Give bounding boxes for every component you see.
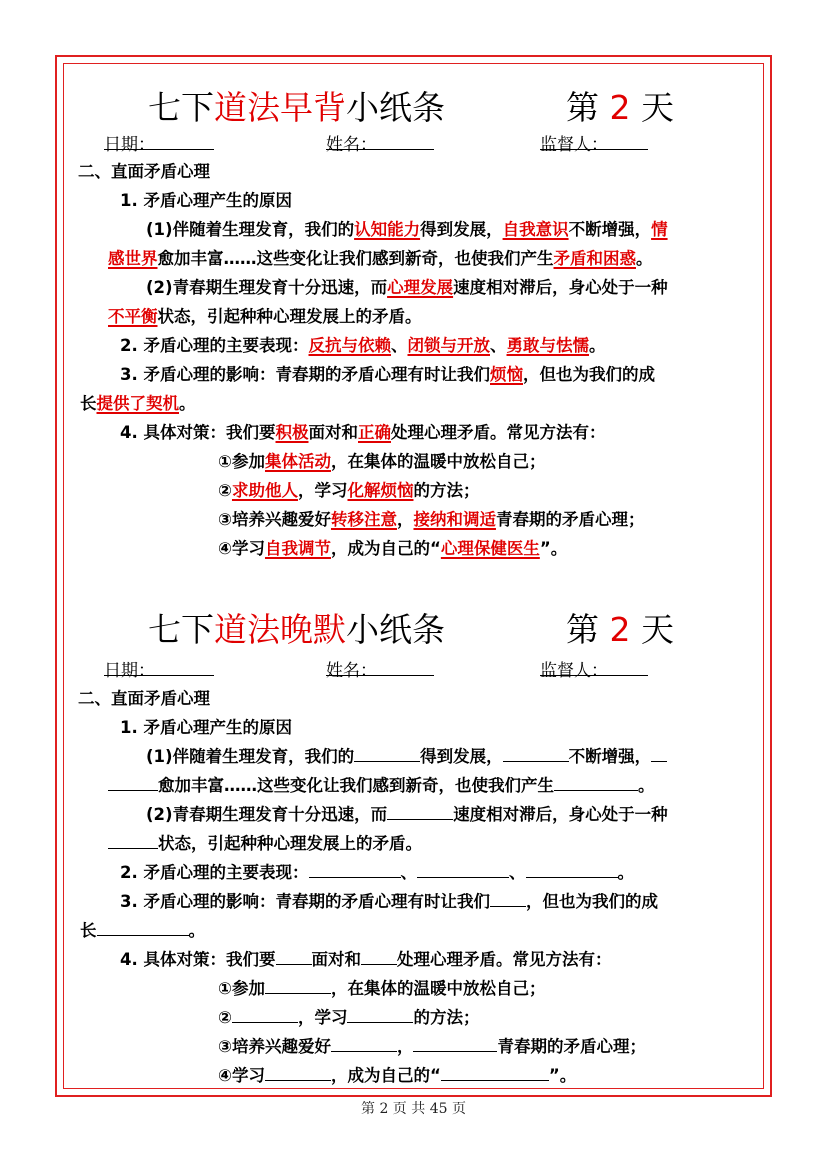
bottom-day-prefix: 第 [566,610,610,649]
text: 。 [617,863,634,882]
bottom-title-part-b: 道法晚默 [214,610,346,649]
top-name-label: 姓名： [326,135,377,155]
text: 的方法； [413,481,480,500]
text: (1)伴随着生理发育，我们的 [146,747,355,766]
text: 面对和 [308,423,358,442]
top-supervisor-label: 监督人： [540,135,608,155]
top-item-3-line2 [80,389,196,418]
bottom-item-4 [120,945,612,974]
top-p1-line1 [146,215,668,244]
text: 的方法； [413,1008,480,1027]
top-item-3-line1 [120,360,655,389]
fill-blank[interactable] [97,919,189,936]
top-day-number: 2 [609,88,631,127]
top-answer: 闭锁与开放 [407,336,490,355]
fill-blank[interactable] [417,861,509,878]
bottom-method-3 [218,1032,646,1061]
top-answer: 化解烦恼 [347,481,414,500]
text: 不断增强， [568,220,652,239]
text: ③培养兴趣爱好 [218,510,331,529]
top-method-1 [218,447,545,476]
bottom-name-blank[interactable] [326,658,434,676]
top-answer: 心理保健医生 [440,539,540,558]
text: 、 [400,863,417,882]
text: 处理心理矛盾。常见方法有： [391,423,606,442]
bottom-p1-line1 [146,742,667,771]
text: 4. 具体对策：我们要 [120,950,276,969]
top-answer: 接纳和调适 [413,510,496,529]
fill-blank[interactable] [108,832,158,849]
top-answer: 自我意识 [502,220,569,239]
text: 愈加丰富……这些变化让我们感到新奇，也使我们产生 [158,776,554,795]
top-answer: 反抗与依赖 [308,336,391,355]
bottom-day-suffix: 天 [630,610,674,649]
top-item-1: 1. 矛盾心理产生的原因 [120,191,292,210]
top-answer: 烦恼 [490,365,523,384]
top-answer: 提供了契机 [96,394,179,413]
fill-blank[interactable] [354,745,420,762]
top-title-text [148,80,445,136]
top-answer: 不平衡 [108,307,158,326]
top-answer: 情 [651,220,668,239]
top-answer: 转移注意 [330,510,397,529]
bottom-day-number: 2 [609,610,631,649]
top-supervisor-blank[interactable] [540,132,648,150]
fill-blank[interactable] [526,861,618,878]
bottom-method-4 [218,1061,576,1090]
top-title-part-a: 七下 [148,88,214,127]
fill-blank[interactable] [441,1064,549,1081]
text: 。 [589,336,606,355]
fill-blank[interactable] [361,948,397,965]
top-name-blank[interactable] [326,132,434,150]
top-day-prefix: 第 [566,88,610,127]
bottom-item-3-line1 [120,887,658,916]
top-day-suffix: 天 [630,88,674,127]
text: 得到发展， [420,220,503,239]
text: 。 [188,921,205,940]
text: ④学习 [218,539,265,558]
bottom-p2-line2 [108,829,422,858]
text: 2. 矛盾心理的主要表现： [120,863,309,882]
fill-blank[interactable] [387,803,453,820]
text: 面对和 [311,950,361,969]
text: ，但也为我们的成 [526,892,658,911]
text: 2. 矛盾心理的主要表现： [120,336,309,355]
text: 不断增强， [568,747,652,766]
text: ①参加 [218,979,265,998]
fill-blank[interactable] [651,745,667,762]
bottom-name-label: 姓名： [326,661,377,681]
text: ② [218,481,232,500]
bottom-method-2 [218,1003,479,1032]
top-answer: 正确 [358,423,391,442]
top-item-4 [120,418,606,447]
bottom-title-text [148,602,445,658]
text: (2)青春期生理发育十分迅速，而 [146,278,388,297]
text: ， [396,1037,414,1056]
text: (1)伴随着生理发育，我们的 [146,220,355,239]
fill-blank[interactable] [331,1035,397,1052]
fill-blank[interactable] [309,861,401,878]
text: 、 [490,336,507,355]
text: 、 [509,863,526,882]
top-answer: 求助他人 [231,481,298,500]
text: 3. 矛盾心理的影响：青春期的矛盾心理有时让我们 [120,365,490,384]
top-meta-row [78,132,750,158]
page-footer: 第 2 页 共 45 页 [361,1101,466,1117]
bottom-title-part-c: 小纸条 [346,610,445,649]
text: ，学习 [297,1008,348,1027]
fill-blank[interactable] [490,890,526,907]
top-answer: 矛盾和困惑 [553,249,636,268]
top-day-label [566,80,674,136]
fill-blank[interactable] [413,1035,497,1052]
bottom-day-label [566,602,674,658]
fill-blank[interactable] [276,948,312,965]
top-answer: 积极 [275,423,309,442]
text: 得到发展， [420,747,503,766]
bottom-meta-row [78,658,750,684]
text: 、 [391,336,408,355]
fill-blank[interactable] [265,977,331,994]
bottom-item-2 [120,858,634,887]
text: 4. 具体对策：我们要 [120,423,276,442]
bottom-item-1: 1. 矛盾心理产生的原因 [120,718,292,737]
text: 。 [638,776,655,795]
fill-blank[interactable] [265,1064,331,1081]
bottom-p2-line1 [146,800,668,829]
bottom-section-heading: 二、直面矛盾心理 [78,689,210,708]
bottom-supervisor-blank[interactable] [540,658,648,676]
top-answer: 集体活动 [264,452,331,471]
text: 状态，引起种种心理发展上的矛盾。 [158,834,422,853]
bottom-date-blank[interactable] [104,658,214,676]
text: ，学习 [297,481,348,500]
text: ④学习 [218,1066,265,1085]
top-answer: 感世界 [108,249,158,268]
top-method-2 [218,476,479,505]
text: 长 [80,394,97,413]
text: 状态，引起种种心理发展上的矛盾。 [157,307,422,326]
bottom-date-label: 日期： [104,661,155,681]
bottom-supervisor-label: 监督人： [540,661,608,681]
top-method-3 [218,505,644,534]
top-title-part-c: 小纸条 [346,88,445,127]
bottom-item-3-line2 [80,916,205,945]
text: 速度相对滞后，身心处于一种 [453,278,668,297]
text: 青春期的矛盾心理； [495,510,645,529]
text: ”。 [548,1066,577,1085]
top-method-4 [218,534,567,563]
text: ，但也为我们的成 [523,365,655,384]
fill-blank[interactable] [347,1006,413,1023]
text: (2)青春期生理发育十分迅速，而 [146,805,388,824]
text: ③培养兴趣爱好 [218,1037,331,1056]
top-p2-line1 [146,273,668,302]
text: ， [396,510,414,529]
top-title [78,80,750,136]
text: 愈加丰富……这些变化让我们感到新奇，也使我们产生 [157,249,554,268]
top-p1-line2 [108,244,653,273]
top-answer: 自我调节 [264,539,331,558]
top-item-2 [120,331,606,360]
top-title-part-b: 道法早背 [214,88,346,127]
text: ，在集体的温暖中放松自己； [330,979,546,998]
text: ，成为自己的“ [330,1066,441,1085]
text: 长 [80,921,97,940]
fill-blank[interactable] [232,1006,298,1023]
top-section-heading: 二、直面矛盾心理 [78,162,210,181]
top-p2-line2 [108,302,422,331]
text: ，在集体的温暖中放松自己； [330,452,546,471]
top-answer: 勇敢与怯懦 [506,336,589,355]
text: ”。 [539,539,568,558]
bottom-title-part-a: 七下 [148,610,214,649]
top-answer: 心理发展 [387,278,454,297]
text: ①参加 [218,452,265,471]
text: ，成为自己的“ [330,539,441,558]
text: 。 [636,249,653,268]
fill-blank[interactable] [503,745,569,762]
fill-blank[interactable] [108,774,158,791]
text: ② [218,1008,232,1027]
text: 青春期的矛盾心理； [497,1037,646,1056]
text: 3. 矛盾心理的影响：青春期的矛盾心理有时让我们 [120,892,490,911]
top-answer: 认知能力 [354,220,421,239]
text: 速度相对滞后，身心处于一种 [453,805,668,824]
text: 处理心理矛盾。常见方法有： [397,950,612,969]
top-date-blank[interactable] [104,132,214,150]
bottom-method-1 [218,974,545,1003]
top-date-label: 日期： [104,135,155,155]
text: 。 [179,394,196,413]
bottom-p1-line2 [108,771,655,800]
bottom-title [78,602,750,658]
fill-blank[interactable] [554,774,638,791]
